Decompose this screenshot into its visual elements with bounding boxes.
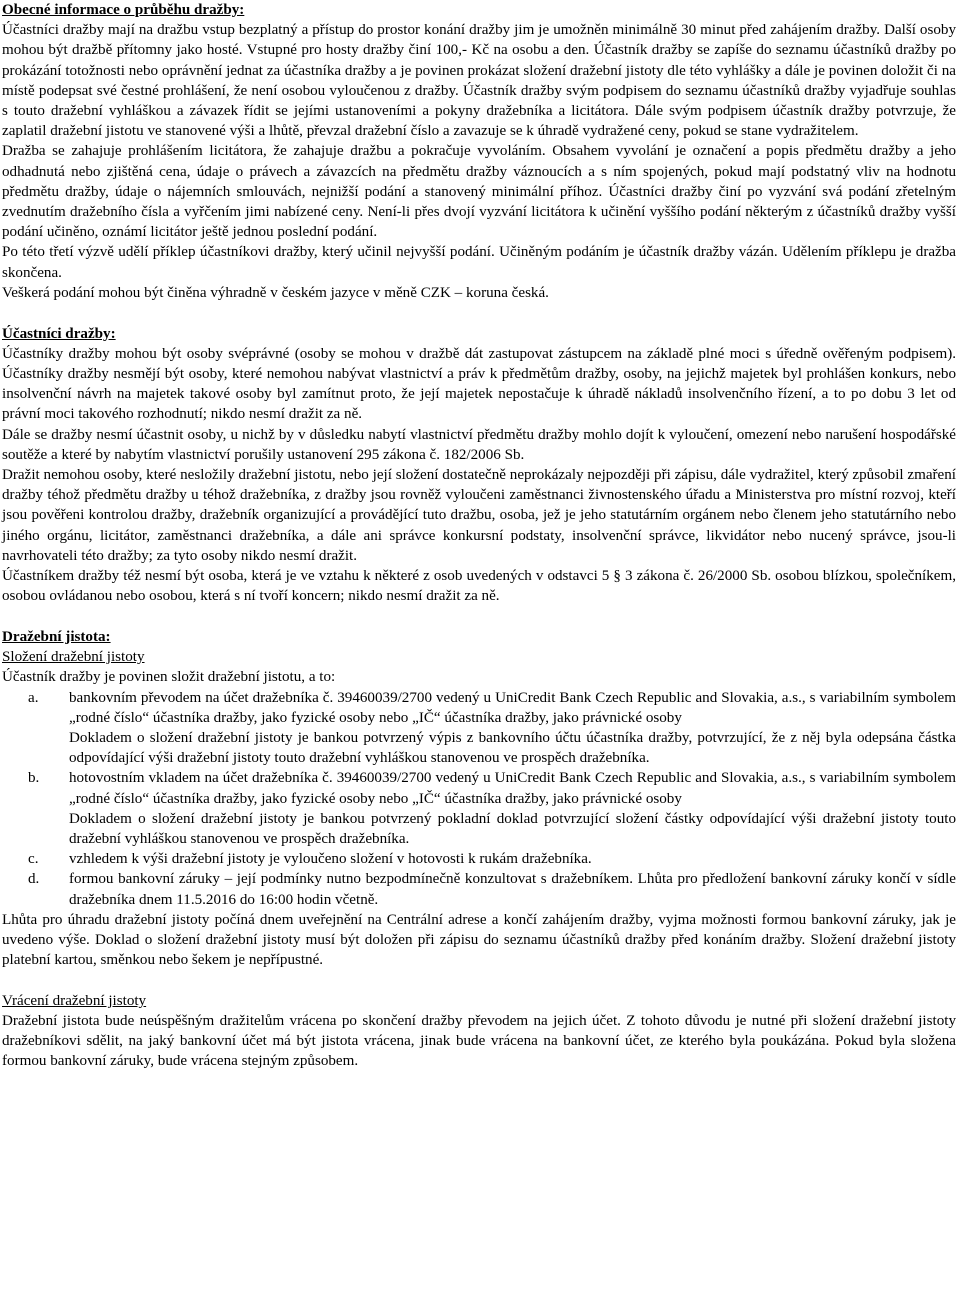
deposit-methods-list <box>2 688 956 910</box>
list-item <box>2 869 956 909</box>
paragraph: Dražit nemohou osoby, které nesložily dražební jistotu, nebo její složení dostatečně neprokázaly nejpozději při zápisu, dále vydražitel, který způsobil zmaření dražby téhož předmětu dražby u téhož dražebníka, z dražby jsou rovněž vyloučeni zaměstnanci živnostenského úřadu a Ministerstva pro místní rozvoj, kteří jsou pověřeni kontrolou dražby, dražebník organizující a provádějící tuto dražbu, osoba, jež je jeho statutárním orgánem nebo členem jeho statutárního nebo jiného orgánu, licitátor, zaměstnanci dražebníka, a dále ani správce konkursní podstaty, insolvenční správce, likvidátor nebo nucený správce, jsou-li navrhovateli této dražby; za tyto osoby nikdo nesmí dražit. <box>2 466 956 564</box>
subheading-deposit-payment: Složení dražební jistoty <box>2 649 145 666</box>
paragraph: Po této třetí výzvě udělí příklep účastníkovi dražby, který učinil nejvyšší podání. Učiněným podáním je účastník dražby vázán. Udělením příklepu je dražba skončena. <box>2 244 956 281</box>
list-item <box>2 849 956 869</box>
section-spacer <box>2 303 956 324</box>
section-heading-general: Obecné informace o průběhu dražby: <box>2 2 245 18</box>
section-heading-deposit: Dražební jistota: <box>2 628 111 645</box>
list-item <box>2 688 956 769</box>
paragraph: Účastník dražby je povinen složit dražební jistotu, a to: <box>2 669 336 686</box>
list-item-label: c. <box>28 851 39 868</box>
list-item-text: hotovostním vkladem na účet dražebníka č. 39460039/2700 vedený u UniCredit Bank Czech Republic and Slovakia, a.s., s variabilním symbolem „rodné číslo“ účastníka dražby, jako fyzické osoby nebo „IČ“ účastníka dražby, jako právnické osoby <box>69 770 956 807</box>
paragraph: Dražební jistota bude neúspěšným dražitelům vrácena po skončení dražby převodem na jejich účet. Z tohoto důvodu je nutné při složení dražební jistoty dražebníkovi sdělit, na jaký bankovní účet má být jistota vrácena, jinak bude vrácena na bankovní účet, ze kterého byla poukázána. Pokud byla složena formou bankovní záruky, bude vrácena stejným způsobem. <box>2 1013 956 1070</box>
list-item-text: bankovním převodem na účet dražebníka č. 39460039/2700 vedený u UniCredit Bank Czech Republic and Slovakia, a.s., s variabilním symbolem „rodné číslo“ účastníka dražby, jako fyzické osoby nebo „IČ“ účastníka dražby, jako právnické osoby <box>69 689 956 726</box>
section-spacer <box>2 970 956 991</box>
list-item-label: a. <box>28 689 39 706</box>
list-item-note: Dokladem o složení dražební jistoty je bankou potvrzený výpis z bankovního účtu účastníka dražby, potvrzující, že z něj byla odepsána částka odpovídající výši dražební jistoty touto dražební vyhláškou stanovenou ve prospěch dražebníka. <box>69 729 956 767</box>
paragraph: Účastníky dražby mohou být osoby svéprávné (osoby se mohou v dražbě dát zastupovat zástupcem na základě plné moci s úředně ověřeným podpisem). Účastníky dražby nesmějí být osoby, které nemohou nabývat vlastnictví a práv k předmětům dražby, osoby, na jejichž majetek byl prohlášen konkurs, nebo insolvenční návrh na majetek takové osoby byl zamítnut proto, že její majetek nepostačuje k úhradě nákladů insolvenčního řízení, a to po dobu 3 let od právní moci takového rozhodnutí; nikdo nesmí dražit za ně. <box>2 345 956 423</box>
paragraph: Účastníci dražby mají na dražbu vstup bezplatný a přístup do prostor konání dražby jim je umožněn minimálně 30 minut před zahájením dražby. Další osoby mohou být dražbě přítomny jako hosté. Vstupné pro hosty dražby činí 100,- Kč na osobu a den. Účastník dražby se zapíše do seznamu účastníků dražby po prokázání totožnosti nebo oprávnění jednat za účastníka dražby a je povinen prokázat složení dražební jistoty dle této vyhlášky a dále je povinen doložit či na místě podepsat své čestné prohlášení, že není osobou vyloučenou z dražby. Účastník dražby svým podpisem do seznamu účastníků dražby vyjadřuje souhlas s touto dražební vyhláškou a závazek řídit se jejími ustanoveními a pokyny dražebníka a licitátora. Dále svým podpisem účastník dražby potvrzuje, že zaplatil dražební jistotu ve stanovené výši a lhůtě, převzal dražební číslo a zavazuje se k úhradě vydražené ceny, pokud se stane vydražitelem. <box>2 22 956 140</box>
paragraph: Dražba se zahajuje prohlášením licitátora, že zahajuje dražbu a pokračuje vyvoláním. Obsahem vyvolání je označení a popis předmětu dražby a jeho odhadnutá nebo zjištěná cena, údaje o právech a závazcích na předmětu dražby váznoucích a s ním spojených, pokud mají podstatný vliv na hodnotu předmětu dražby, údaje o nájemních smlouvách, nejnižší podání a stanovený minimální příhoz. Účastníci dražby činí po vyzvání svá podání zřetelným zvednutím dražebního čísla a vyřčením jimi nabízené ceny. Není-li přes dvojí vyzvání licitátora k učinění vyššího podání některým z účastníků dražby vyšší podání učiněno, oznámí licitátor ještě jednou poslední podání. <box>2 143 956 241</box>
paragraph: Účastníkem dražby též nesmí být osoba, která je ve vztahu k některé z osob uvedených v odstavci 5 § 3 zákona č. 26/2000 Sb. osobou blízkou, společníkem, osobou ovládanou nebo osobou, která s ní tvoří koncern; nikdo nesmí dražit za ně. <box>2 567 956 605</box>
section-spacer <box>2 606 956 627</box>
list-item-label: d. <box>28 871 40 888</box>
list-item <box>2 768 956 849</box>
paragraph: Veškerá podání mohou být činěna výhradně v českém jazyce v měně CZK – koruna česká. <box>2 284 549 301</box>
paragraph: Dále se dražby nesmí účastnit osoby, u nichž by v důsledku nabytí vlastnictví předmětu dražby mohlo dojít k vyloučení, omezení nebo narušení hospodářské soutěže a které by nabytím vlastnictví porušily ustanovení 295 zákona č. 182/2006 Sb. <box>2 426 956 463</box>
list-item-label: b. <box>28 770 40 787</box>
list-item-text: formou bankovní záruky – její podmínky nutno bezpodmínečně konzultovat s dražebníkem. Lhůta pro předložení bankovní záruky končí v sídle dražebníka dnem 11.5.2016 do 16:00 hodin včetně. <box>69 871 956 908</box>
list-item-text: vzhledem k výši dražební jistoty je vyloučeno složení v hotovosti k rukám dražebníka. <box>69 851 592 868</box>
section-heading-participants: Účastníci dražby: <box>2 325 116 342</box>
document-page <box>2 0 956 1072</box>
paragraph: Lhůta pro úhradu dražební jistoty počíná dnem uveřejnění na Centrální adrese a končí zahájením dražby, vyjma možnosti formou bankovní záruky, jak je uvedeno výše. Doklad o složení dražební jistoty musí být doložen při zápisu do seznamu účastníků dražby před konáním dražby. Složení dražební jistoty platební kartou, směnkou nebo šekem je nepřípustné. <box>2 911 956 969</box>
subheading-deposit-return: Vrácení dražební jistoty <box>2 992 147 1009</box>
list-item-note: Dokladem o složení dražební jistoty je bankou potvrzený pokladní doklad potvrzující složení částky odpovídající výši dražební jistoty touto dražební vyhláškou stanovenou ve prospěch dražebníka. <box>69 810 956 847</box>
